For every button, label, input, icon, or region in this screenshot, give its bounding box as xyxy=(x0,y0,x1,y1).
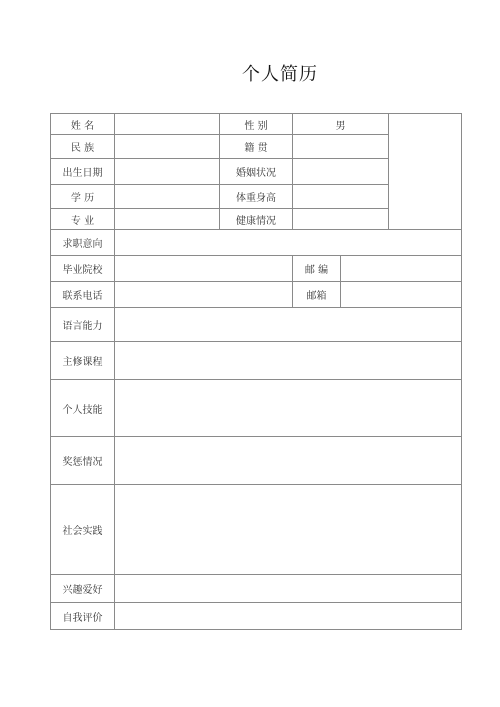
language-label: 语言能力 xyxy=(62,321,103,332)
gender-label: 性 别 xyxy=(219,114,292,134)
basic-info-grid xyxy=(51,114,388,229)
row-education-height xyxy=(51,184,388,208)
practice-label: 社会实践 xyxy=(62,526,103,537)
skills-label: 个人技能 xyxy=(62,404,103,416)
page-title: 个人简历 xyxy=(242,64,318,85)
health-value[interactable] xyxy=(292,209,388,229)
courses-label: 主修课程 xyxy=(62,357,103,368)
ethnicity-label: 民 族 xyxy=(70,143,95,154)
hobbies-value[interactable] xyxy=(114,575,461,602)
birth-value[interactable] xyxy=(114,159,219,184)
practice-value[interactable] xyxy=(114,485,461,574)
education-label: 学 历 xyxy=(70,193,95,204)
name-label: 姓 名 xyxy=(70,120,95,132)
basic-info-block xyxy=(51,114,461,229)
ethnicity-value[interactable] xyxy=(114,135,219,158)
major-value[interactable] xyxy=(114,209,219,229)
self-eval-label: 自我评价 xyxy=(62,612,103,624)
major-label: 专 业 xyxy=(70,215,95,227)
photo-box[interactable] xyxy=(388,114,461,229)
row-job-intent xyxy=(51,229,461,255)
row-skills xyxy=(51,379,461,436)
awards-value[interactable] xyxy=(114,437,461,484)
row-practice xyxy=(51,484,461,574)
postcode-label: 邮 编 xyxy=(292,256,340,281)
hometown-value[interactable] xyxy=(292,135,388,158)
marital-value[interactable] xyxy=(292,159,388,184)
height-weight-label: 体重身高 xyxy=(219,185,292,208)
job-intent-label: 求职意向 xyxy=(62,239,103,250)
awards-label: 奖惩情况 xyxy=(62,457,103,468)
hometown-label: 籍 贯 xyxy=(219,135,292,158)
row-major-health xyxy=(51,208,388,229)
school-value[interactable] xyxy=(114,256,292,281)
language-value[interactable] xyxy=(114,308,461,341)
job-intent-value[interactable] xyxy=(114,230,461,255)
row-language xyxy=(51,307,461,341)
school-label: 毕业院校 xyxy=(62,265,103,276)
skills-value[interactable] xyxy=(114,380,461,436)
row-school-postcode xyxy=(51,255,461,281)
marital-label: 婚姻状况 xyxy=(219,159,292,184)
row-phone-email xyxy=(51,281,461,307)
email-value[interactable] xyxy=(340,282,461,307)
row-awards xyxy=(51,436,461,484)
row-name-gender xyxy=(51,114,388,134)
phone-value[interactable] xyxy=(114,282,292,307)
education-value[interactable] xyxy=(114,185,219,208)
phone-label: 联系电话 xyxy=(62,291,103,302)
row-courses xyxy=(51,341,461,379)
row-ethnicity-hometown xyxy=(51,134,388,158)
hobbies-label: 兴趣爱好 xyxy=(62,585,103,596)
height-weight-value[interactable] xyxy=(292,185,388,208)
resume-table xyxy=(50,113,462,630)
row-birth-marital xyxy=(51,158,388,184)
health-label: 健康情况 xyxy=(219,209,292,229)
row-hobbies xyxy=(51,574,461,602)
postcode-value[interactable] xyxy=(340,256,461,281)
courses-value[interactable] xyxy=(114,342,461,379)
gender-value[interactable]: 男 xyxy=(292,114,388,134)
birth-label: 出生日期 xyxy=(62,168,103,179)
name-value[interactable] xyxy=(114,114,219,134)
email-label: 邮箱 xyxy=(292,282,340,307)
row-self-eval xyxy=(51,602,461,629)
self-eval-value[interactable] xyxy=(114,603,461,629)
